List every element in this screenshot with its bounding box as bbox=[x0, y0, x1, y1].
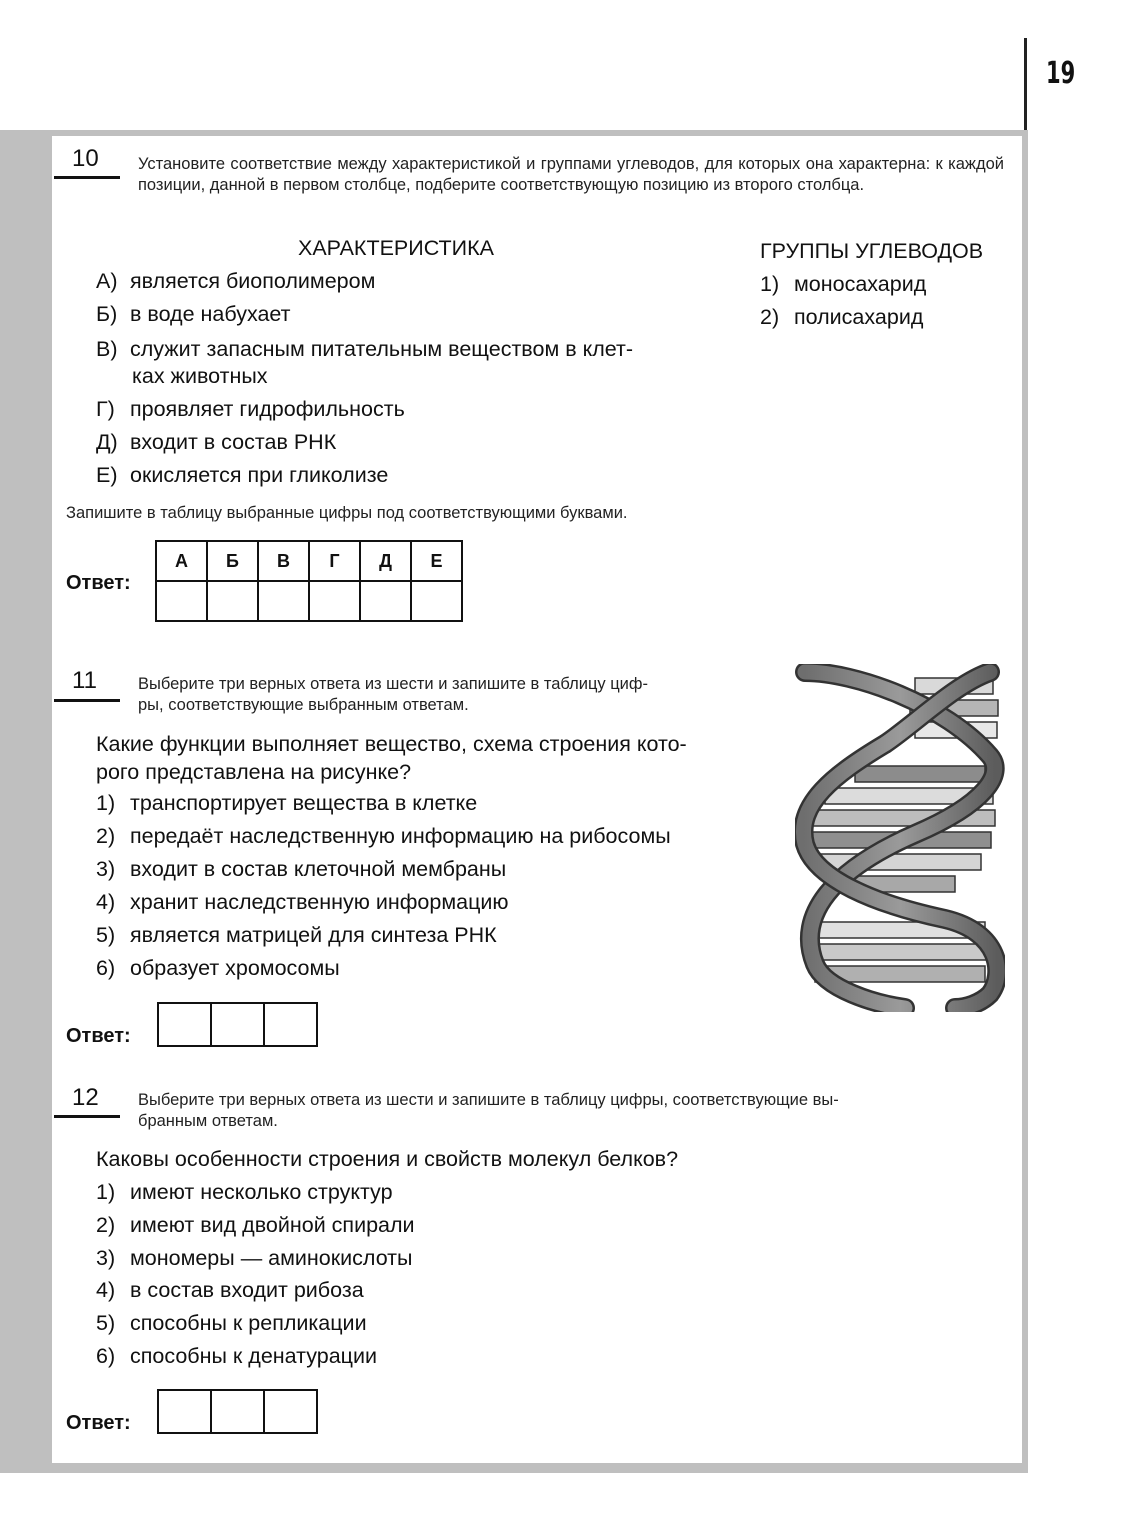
task-number-underline bbox=[54, 699, 120, 702]
question-line: рого представлена на рисунке? bbox=[96, 760, 412, 784]
answer-cell[interactable] bbox=[360, 581, 411, 621]
option-text: в состав входит рибоза bbox=[130, 1278, 364, 1302]
answer-cell[interactable] bbox=[207, 581, 258, 621]
table-header-cell: Б bbox=[207, 541, 258, 581]
answer-option bbox=[96, 1245, 412, 1272]
task-instruction bbox=[138, 674, 648, 716]
option-label: 3) bbox=[96, 857, 116, 881]
answer-table bbox=[155, 540, 463, 622]
answer-cell[interactable] bbox=[156, 581, 207, 621]
item-label: В) bbox=[96, 337, 118, 361]
option-text: хранит наследственную информацию bbox=[130, 890, 509, 914]
option-label: 2) bbox=[96, 824, 116, 848]
task-number: 10 bbox=[72, 145, 99, 172]
item-text: является биополимером bbox=[130, 269, 376, 293]
write-note: Запишите в таблицу выбранные цифры под соответствующими буквами. bbox=[66, 504, 628, 522]
answer-cell[interactable] bbox=[258, 581, 309, 621]
answer-option bbox=[96, 955, 340, 982]
option-text: имеют несколько структур bbox=[130, 1180, 393, 1204]
table-header-cell: А bbox=[156, 541, 207, 581]
answer-cell[interactable] bbox=[411, 581, 462, 621]
option-label: 4) bbox=[96, 890, 116, 914]
option-label: 5) bbox=[96, 1311, 116, 1335]
task-number: 11 bbox=[72, 667, 97, 694]
answer-option bbox=[96, 856, 506, 883]
characteristic-item bbox=[96, 429, 336, 456]
item-label: Г) bbox=[96, 397, 115, 421]
item-label: Д) bbox=[96, 430, 118, 454]
option-text: транспортирует вещества в клетке bbox=[130, 791, 478, 815]
option-text: мономеры — аминокислоты bbox=[130, 1246, 413, 1270]
column-header-characteristics: ХАРАКТЕРИСТИКА bbox=[298, 236, 494, 260]
instruction-line: бранным ответам. bbox=[138, 1112, 278, 1130]
option-text: способны к денатурации bbox=[130, 1344, 377, 1368]
answer-label: Ответ: bbox=[66, 1025, 131, 1047]
characteristic-item bbox=[96, 268, 375, 295]
item-text: входит в состав РНК bbox=[130, 430, 337, 454]
item-text: служит запасным питательным веществом в клет- bbox=[130, 337, 634, 361]
option-text: входит в состав клеточной мембраны bbox=[130, 857, 507, 881]
item-label: А) bbox=[96, 269, 118, 293]
option-label: 5) bbox=[96, 923, 116, 947]
task-instruction bbox=[138, 1090, 1004, 1132]
item-label: 2) bbox=[760, 305, 780, 329]
task-number-underline bbox=[54, 176, 120, 179]
answer-option bbox=[96, 1179, 393, 1206]
answer-cell[interactable] bbox=[212, 1391, 265, 1432]
answer-option bbox=[96, 823, 671, 850]
column-header-groups: ГРУППЫ УГЛЕВОДОВ bbox=[760, 239, 984, 263]
characteristic-item bbox=[96, 462, 388, 489]
option-label: 4) bbox=[96, 1278, 116, 1302]
option-label: 3) bbox=[96, 1246, 116, 1270]
question-text bbox=[96, 731, 687, 785]
table-header-cell: Д bbox=[360, 541, 411, 581]
task-number: 12 bbox=[72, 1084, 99, 1111]
item-text: в воде набухает bbox=[130, 302, 291, 326]
characteristic-item bbox=[96, 301, 291, 328]
group-item bbox=[760, 304, 923, 331]
instruction-line: Выберите три верных ответа из шести и запишите в таблицу цифры, соответствующие вы- bbox=[138, 1091, 839, 1109]
answer-boxes bbox=[157, 1389, 318, 1434]
instruction-line: ры, соответствующие выбранным ответам. bbox=[138, 696, 469, 714]
answer-option bbox=[96, 1310, 367, 1337]
answer-label: Ответ: bbox=[66, 572, 131, 594]
answer-cell[interactable] bbox=[265, 1391, 316, 1432]
task-number-underline bbox=[54, 1115, 120, 1118]
answer-option bbox=[96, 889, 509, 916]
option-label: 6) bbox=[96, 956, 116, 980]
page-header-rule bbox=[1024, 38, 1027, 138]
task-instruction: Установите соответствие между характеристикой и группами углеводов, для которых она характерна: к каждой позиции, данной в первом столбце, подберите соответствующую позицию из второго столбца. bbox=[138, 155, 1004, 194]
item-text: полисахарид bbox=[794, 305, 924, 329]
option-text: имеют вид двойной спирали bbox=[130, 1213, 415, 1237]
table-header-cell: Г bbox=[309, 541, 360, 581]
characteristic-item bbox=[96, 396, 405, 423]
option-label: 1) bbox=[96, 1180, 116, 1204]
option-label: 2) bbox=[96, 1213, 116, 1237]
option-label: 1) bbox=[96, 791, 116, 815]
question-line: Какие функции выполняет вещество, схема строения кото- bbox=[96, 732, 687, 756]
answer-label: Ответ: bbox=[66, 1412, 131, 1434]
answer-cell[interactable] bbox=[212, 1004, 265, 1045]
table-header-cell: Е bbox=[411, 541, 462, 581]
answer-option bbox=[96, 1343, 377, 1370]
item-text: проявляет гидрофильность bbox=[130, 397, 405, 421]
answer-cell[interactable] bbox=[265, 1004, 316, 1045]
item-text: окисляется при гликолизе bbox=[130, 463, 389, 487]
dna-double-helix-icon bbox=[795, 664, 1005, 1012]
option-text: передаёт наследственную информацию на рибосомы bbox=[130, 824, 671, 848]
option-label: 6) bbox=[96, 1344, 116, 1368]
answer-cell[interactable] bbox=[159, 1391, 212, 1432]
characteristic-item bbox=[96, 336, 633, 390]
answer-option bbox=[96, 790, 477, 817]
answer-boxes bbox=[157, 1002, 318, 1047]
question-text: Каковы особенности строения и свойств молекул белков? bbox=[96, 1147, 679, 1171]
item-label: 1) bbox=[760, 272, 780, 296]
answer-option bbox=[96, 1277, 364, 1304]
option-text: способны к репликации bbox=[130, 1311, 367, 1335]
table-header-cell: В bbox=[258, 541, 309, 581]
option-text: является матрицей для синтеза РНК bbox=[130, 923, 497, 947]
option-text: образует хромосомы bbox=[130, 956, 340, 980]
item-text: моносахарид bbox=[794, 272, 927, 296]
instruction-line: Выберите три верных ответа из шести и запишите в таблицу циф- bbox=[138, 675, 648, 693]
answer-option bbox=[96, 1212, 415, 1239]
item-text-continuation: ках животных bbox=[132, 364, 268, 388]
group-item bbox=[760, 271, 926, 298]
item-label: Е) bbox=[96, 463, 118, 487]
answer-cell[interactable] bbox=[309, 581, 360, 621]
page-number: 19 bbox=[1046, 56, 1076, 91]
answer-option bbox=[96, 922, 497, 949]
answer-cell[interactable] bbox=[159, 1004, 212, 1045]
item-label: Б) bbox=[96, 302, 118, 326]
